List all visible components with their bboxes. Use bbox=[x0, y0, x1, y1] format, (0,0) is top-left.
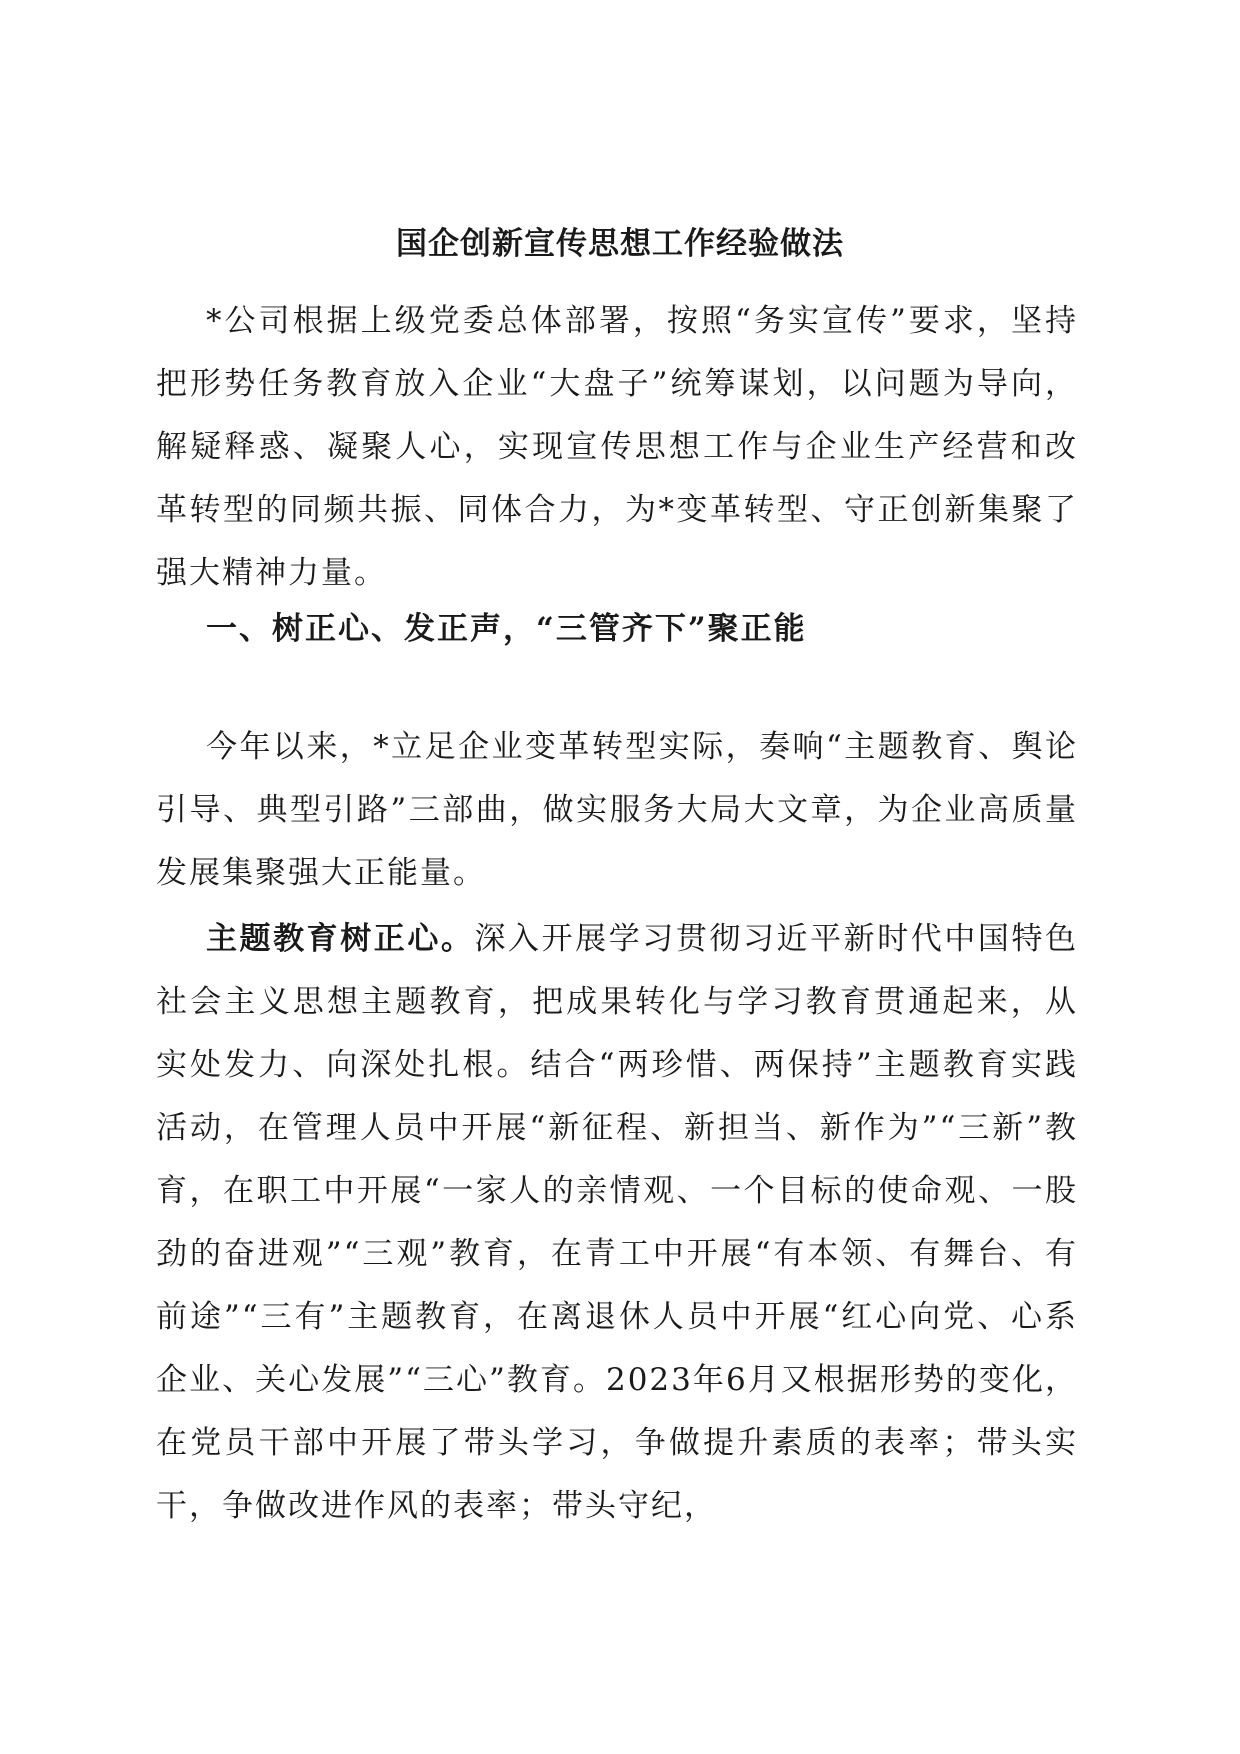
subsection-text: 深入开展学习贯彻习近平新时代中国特色社会主义思想主题教育，把成果转化与学习教育贯通起来，从实处发力、向深处扎根。结合“两珍惜、两保持”主题教育实践活动，在管理人员中开展“新征程、新担当、新作为”“三新”教育，在职工中开展“一家人的亲情观、一个目标的使命观、一股劲的奋进观”“三观”教育，在青工中开展“有本领、有舞台、有前途”“三有”主题教育，在离退休人员中开展“红心向党、心系企业、关心发展”“三心”教育。2023年6月又根据形势的变化，在党员干部中开展了带头学习，争做提升素质的表率；带头实干，争做改进作风的表率；带头守纪， bbox=[156, 921, 1079, 1524]
subsection-paragraph bbox=[156, 908, 1078, 1538]
section-1-paragraph: 今年以来，*立足企业变革转型实际，奏响“主题教育、舆论引导、典型引路”三部曲，做实服务大局大文章，为企业高质量发展集聚强大正能量。 bbox=[156, 729, 1078, 891]
section-heading-1: 一、树正心、发正声，“三管齐下”聚正能 bbox=[206, 611, 807, 647]
subsection-lead: 主题教育树正心。 bbox=[206, 921, 475, 957]
intro-paragraph: *公司根据上级党委总体部署，按照“务实宣传”要求，坚持把形势任务教育放入企业“大盘子”统筹谋划，以问题为导向，解疑释惑、凝聚人心，实现宣传思想工作与企业生产经营和改革转型的同频共振、同体合力，为*变革转型、守正创新集聚了强大精神力量。 bbox=[156, 303, 1078, 591]
document-title: 国企创新宣传思想工作经验做法 bbox=[396, 226, 844, 262]
